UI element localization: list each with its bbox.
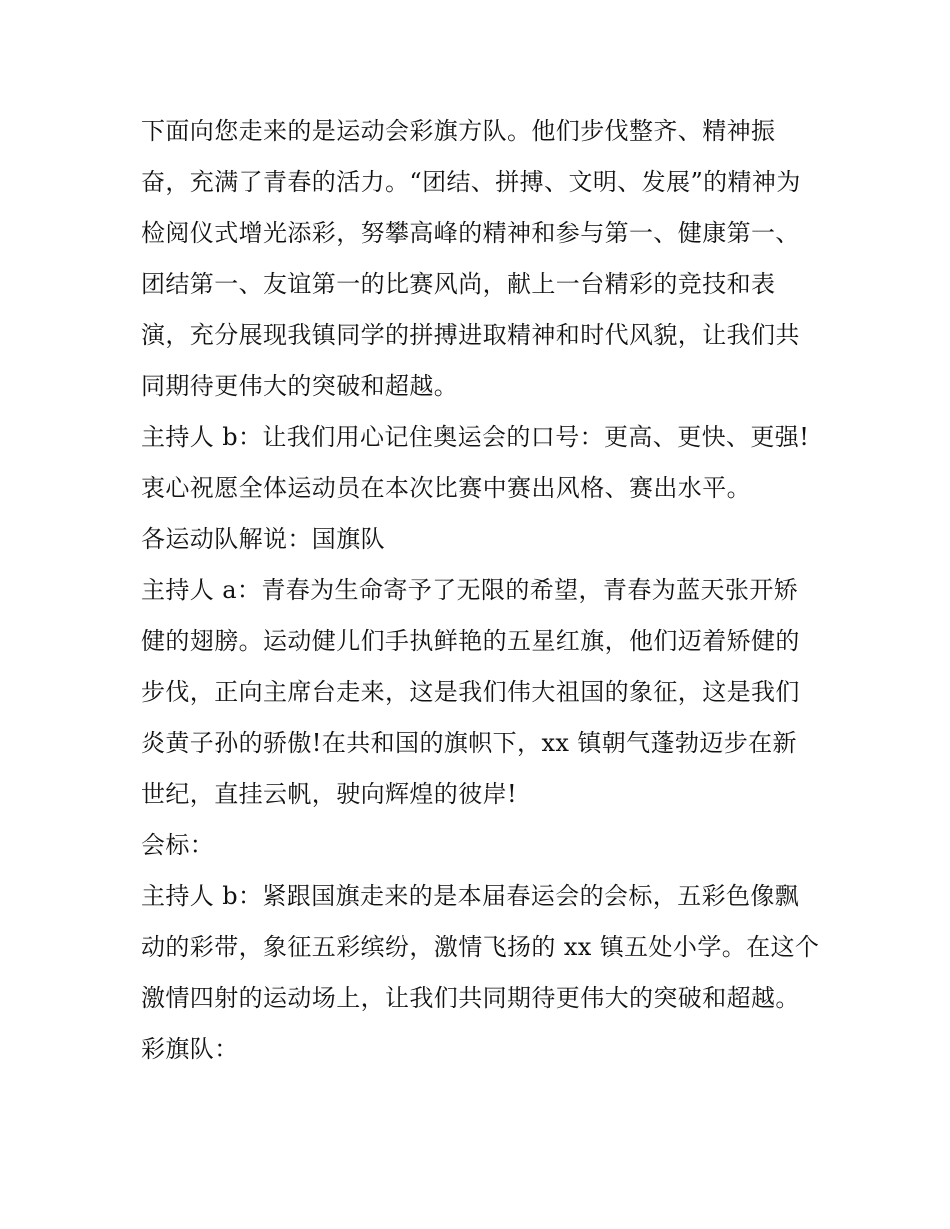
paragraph-color-flag-team-heading: 彩旗队： [141,1035,239,1063]
document-body [141,106,821,1075]
paragraph-team-commentary-heading: 各运动队解说：国旗队 [141,525,385,553]
paragraph-emblem-heading: 会标： [141,831,215,859]
paragraph-host-b-slogan: 主持人 b：让我们用心记住奥运会的口号：更高、更快、更强!衷心祝愿全体运动员在本次比赛中赛出风格、赛出水平。 [141,423,810,502]
paragraph-host-a-national-flag: 主持人 a：青春为生命寄予了无限的希望，青春为蓝天张开矫健的翅膀。运动健儿们手执鲜艳的五星红旗，他们迈着矫健的步伐，正向主席台走来，这是我们伟大祖国的象征，这是我们炎黄子孙的骄傲!在共和国的旗帜下，xx 镇朝气蓬勃迈步在新世纪，直挂云帆，驶向辉煌的彼岸! [141,576,800,808]
paragraph-flag-team-intro: 下面向您走来的是运动会彩旗方队。他们步伐整齐、精神振奋，充满了青春的活力。“团结、拼搏、文明、发展”的精神为检阅仪式增光添彩，努攀高峰的精神和参与第一、健康第一、团结第一、友谊第一的比赛风尚，献上一台精彩的竞技和表演，充分展现我镇同学的拼搏进取精神和时代风貌，让我们共同期待更伟大的突破和超越。 [141,117,801,400]
paragraph-host-b-emblem: 主持人 b：紧跟国旗走来的是本届春运会的会标，五彩色像飘动的彩带，象征五彩缤纷，激情飞扬的 xx 镇五处小学。在这个激情四射的运动场上，让我们共同期待更伟大的突破和超越。 [141,882,820,1012]
